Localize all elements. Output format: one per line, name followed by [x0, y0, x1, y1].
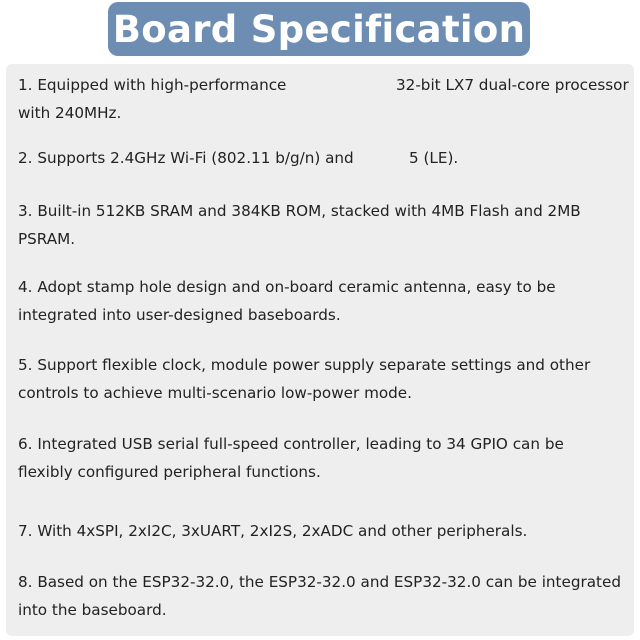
spec-item-2	[18, 144, 634, 172]
spec-item-1	[18, 71, 634, 127]
spec-item-1-line-2: with 240MHz.	[18, 104, 122, 122]
spec-item-2-text-b: 5 (LE).	[409, 149, 459, 167]
spec-item-3-line-1: 3. Built-in 512KB SRAM and 384KB ROM, stacked with 4MB Flash and 2MB	[18, 202, 581, 220]
spec-item-6-line-1: 6. Integrated USB serial full-speed controller, leading to 34 GPIO can be	[18, 435, 564, 453]
spec-item-8	[18, 568, 634, 624]
spec-item-5	[18, 351, 634, 407]
spec-item-2-text-a: 2. Supports 2.4GHz Wi-Fi (802.11 b/g/n) and	[18, 149, 354, 167]
title-banner	[108, 2, 530, 56]
spec-item-3-line-2: PSRAM.	[18, 230, 76, 248]
spec-item-4-line-1: 4. Adopt stamp hole design and on-board ceramic antenna, easy to be	[18, 278, 556, 296]
spec-item-8-line-2: into the baseboard.	[18, 601, 167, 619]
spec-item-3	[18, 197, 634, 253]
spec-item-5-line-2: controls to achieve multi-scenario low-power mode.	[18, 384, 412, 402]
spec-item-6-line-2: flexibly configured peripheral functions.	[18, 463, 321, 481]
spec-item-1-text-b: 32-bit LX7 dual-core processor	[396, 76, 629, 94]
spec-item-7-line-1: 7. With 4xSPI, 2xI2C, 3xUART, 2xI2S, 2xADC and other peripherals.	[18, 522, 528, 540]
spec-item-8-line-1: 8. Based on the ESP32-32.0, the ESP32-32.0 and ESP32-32.0 can be integrated	[18, 573, 621, 591]
spec-item-6	[18, 430, 634, 486]
spec-item-1-text-a: 1. Equipped with high-performance	[18, 76, 287, 94]
page-title: Board Specification	[112, 7, 526, 51]
spec-item-4	[18, 273, 634, 329]
spec-item-7	[18, 517, 634, 545]
spec-item-4-line-2: integrated into user-designed baseboards.	[18, 306, 341, 324]
spec-item-5-line-1: 5. Support flexible clock, module power supply separate settings and other	[18, 356, 591, 374]
